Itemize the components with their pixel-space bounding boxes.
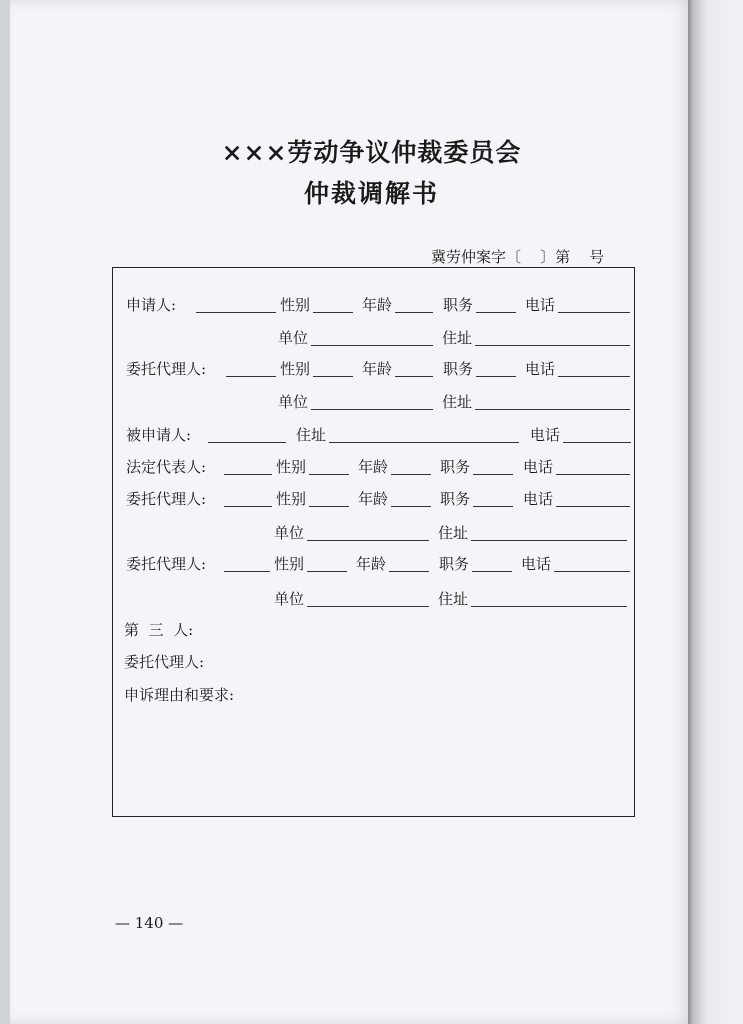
respondent-agent-2-phone-label: 电话 [521, 555, 552, 573]
legal-rep-position-label: 职务 [440, 458, 471, 476]
respondent-agent-1-address-label: 住址 [438, 524, 469, 542]
legal-rep-phone-label: 电话 [523, 458, 554, 476]
applicant-position-line[interactable] [476, 312, 516, 313]
applicant-agent-unit-line[interactable] [311, 409, 433, 410]
respondent-agent-1-unit-label: 单位 [274, 524, 305, 542]
applicant-address-label: 住址 [442, 329, 473, 347]
applicant-gender-label: 性别 [280, 296, 311, 314]
third-party-label: 第 三 人: [124, 621, 194, 639]
respondent-agent-2-unit-label: 单位 [274, 590, 305, 608]
respondent-agent-1-gender-line[interactable] [309, 506, 349, 507]
page-number: — 140 — [115, 914, 184, 932]
applicant-agent-phone-label: 电话 [525, 360, 556, 378]
applicant-agent-address-line[interactable] [475, 409, 630, 410]
case-number: 冀劳仲案字〔 〕第 号 [431, 248, 605, 266]
respondent-label: 被申请人: [126, 426, 192, 444]
respondent-agent-2-phone-line[interactable] [554, 571, 630, 572]
applicant-label: 申请人: [126, 296, 177, 314]
respondent-agent-1-position-label: 职务 [440, 490, 471, 508]
applicant-phone-label: 电话 [525, 296, 556, 314]
form-frame [112, 267, 635, 817]
applicant-position-label: 职务 [443, 296, 474, 314]
applicant-age-line[interactable] [395, 312, 433, 313]
respondent-agent-1-position-line[interactable] [473, 506, 513, 507]
applicant-unit-label: 单位 [278, 329, 309, 347]
applicant-agent-position-line[interactable] [476, 376, 516, 377]
applicant-agent-name-line[interactable] [226, 376, 276, 377]
respondent-agent-1-gender-label: 性别 [276, 490, 307, 508]
respondent-name-line[interactable] [208, 442, 286, 443]
respondent-agent-2-position-label: 职务 [439, 555, 470, 573]
applicant-agent-age-line[interactable] [395, 376, 433, 377]
applicant-agent-position-label: 职务 [443, 360, 474, 378]
respondent-phone-label: 电话 [530, 426, 561, 444]
respondent-agent-1-unit-line[interactable] [307, 540, 429, 541]
third-party-agent-label: 委托代理人: [124, 653, 205, 671]
respondent-agent-1-address-line[interactable] [471, 540, 627, 541]
applicant-phone-line[interactable] [558, 312, 630, 313]
respondent-agent-2-label: 委托代理人: [126, 555, 207, 573]
legal-rep-age-label: 年龄 [358, 458, 389, 476]
respondent-agent-2-age-line[interactable] [389, 571, 429, 572]
legal-rep-gender-label: 性别 [276, 458, 307, 476]
document-title: ×××劳动争议仲裁委员会 [221, 138, 522, 167]
respondent-agent-2-gender-label: 性别 [274, 555, 305, 573]
legal-rep-gender-line[interactable] [309, 474, 349, 475]
legal-rep-age-line[interactable] [391, 474, 431, 475]
applicant-address-line[interactable] [475, 345, 630, 346]
applicant-gender-line[interactable] [313, 312, 353, 313]
respondent-agent-1-phone-label: 电话 [523, 490, 554, 508]
respondent-address-line[interactable] [329, 442, 519, 443]
respondent-agent-1-age-label: 年龄 [358, 490, 389, 508]
applicant-agent-phone-line[interactable] [558, 376, 630, 377]
respondent-phone-line[interactable] [563, 442, 631, 443]
respondent-agent-2-address-label: 住址 [438, 590, 469, 608]
respondent-agent-2-unit-line[interactable] [307, 606, 429, 607]
legal-rep-position-line[interactable] [473, 474, 513, 475]
applicant-agent-gender-label: 性别 [280, 360, 311, 378]
applicant-agent-age-label: 年龄 [362, 360, 393, 378]
applicant-agent-unit-label: 单位 [278, 393, 309, 411]
applicant-age-label: 年龄 [362, 296, 393, 314]
applicant-agent-gender-line[interactable] [313, 376, 353, 377]
respondent-address-label: 住址 [296, 426, 327, 444]
legal-rep-name-line[interactable] [224, 474, 272, 475]
respondent-agent-2-address-line[interactable] [471, 606, 627, 607]
respondent-agent-2-name-line[interactable] [224, 571, 270, 572]
legal-rep-phone-line[interactable] [556, 474, 630, 475]
respondent-agent-1-label: 委托代理人: [126, 490, 207, 508]
respondent-agent-1-age-line[interactable] [391, 506, 431, 507]
applicant-agent-address-label: 住址 [442, 393, 473, 411]
respondent-agent-2-position-line[interactable] [472, 571, 512, 572]
document-subtitle: 仲裁调解书 [303, 179, 439, 208]
applicant-unit-line[interactable] [311, 345, 433, 346]
applicant-agent-label: 委托代理人: [126, 360, 207, 378]
respondent-agent-1-phone-line[interactable] [556, 506, 630, 507]
applicant-name-line[interactable] [196, 312, 276, 313]
legal-rep-label: 法定代表人: [126, 458, 207, 476]
respondent-agent-2-age-label: 年龄 [356, 555, 387, 573]
respondent-agent-2-gender-line[interactable] [307, 571, 347, 572]
respondent-agent-1-name-line[interactable] [224, 506, 272, 507]
claims-label: 申诉理由和要求: [124, 686, 235, 704]
